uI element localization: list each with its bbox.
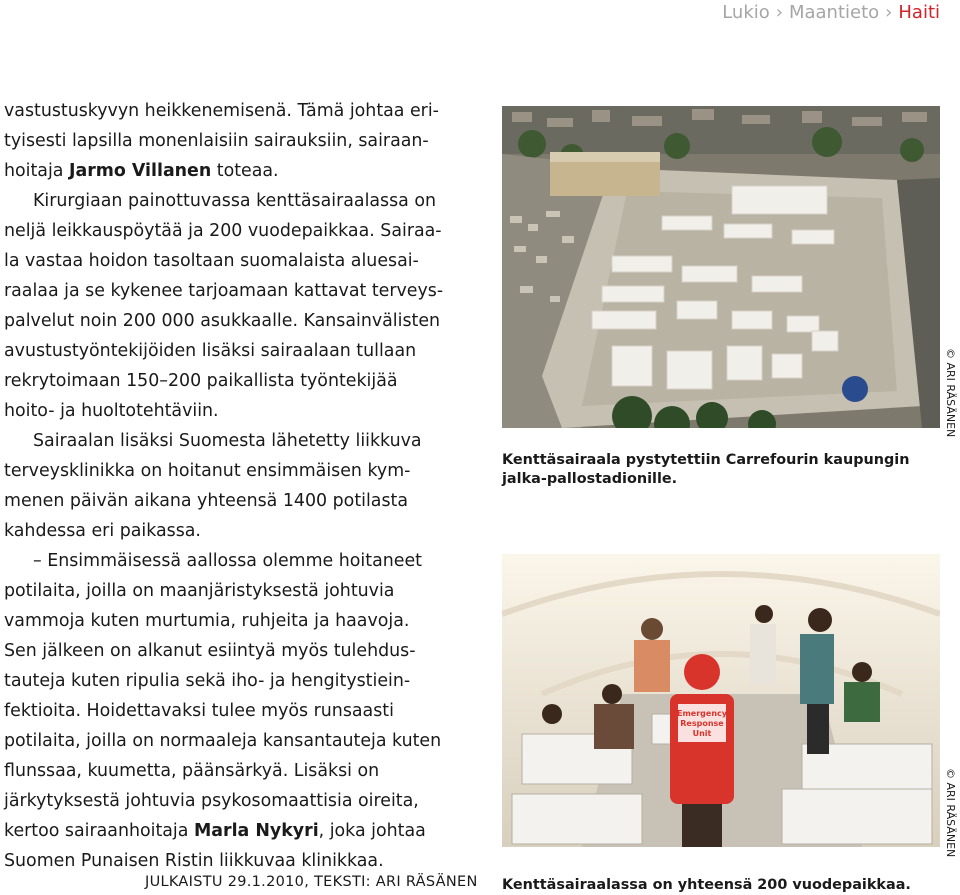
breadcrumb-link-maantieto[interactable]: Maantieto <box>788 2 880 23</box>
photo-caption: Kenttäsairaala pystytettiin Carrefourin kaupungin jalka-pallostadionille. <box>502 452 910 487</box>
breadcrumb-current: Haiti <box>898 2 940 23</box>
article-body <box>4 96 444 876</box>
paragraph-2: Kirurgiaan painottuvassa kenttäsairaalassa on neljä leikkauspöytää ja 200 vuodepaikkaa. Sairaa-la vastaa hoidon tasoltaan suomalaista aluesai-raalaa ja se kykenee tarjoamaan kattavat terveys-palvelut noin 200 000 asukkaalle. Kansainvälisten avustustyöntekijöiden lisäksi sairaalaan tullaan rekrytoimaan 150–200 paikallista työntekijää hoito- ja huoltotehtäviin. <box>4 191 444 421</box>
photo-caption: Kenttäsairaalassa on yhteensä 200 vuodepaikkaa. <box>502 877 911 893</box>
person-name: Jarmo Villanen <box>69 161 212 181</box>
photo-tent-interior <box>502 554 940 847</box>
vest-text-line: Response <box>680 719 724 728</box>
breadcrumb-separator: › <box>885 2 893 23</box>
vest-text-line: Unit <box>692 729 712 738</box>
article-footer: JULKAISTU 29.1.2010, TEKSTI: ARI RÄSÄNEN <box>145 874 478 890</box>
paragraph-1: vastustuskyvyn heikkenemisenä. Tämä johtaa eri-tyisesti lapsilla monenlaisiin sairauksiin, sairaan-hoitaja Jarmo Villanen toteaa. <box>4 101 439 181</box>
breadcrumb-separator: › <box>775 2 783 23</box>
person-name: Marla Nykyri <box>193 821 319 841</box>
breadcrumb-link-lukio[interactable]: Lukio <box>722 2 770 23</box>
vest-text-line: Emergency <box>677 709 727 718</box>
breadcrumb <box>722 2 940 23</box>
photo-field-hospital-aerial <box>502 106 940 428</box>
paragraph-4: – Ensimmäisessä aallossa olemme hoitaneet potilaita, joilla on maanjäristyksestä johtuvia vammoja kuten murtumia, ruhjeita ja haavoja. Sen jälkeen on alkanut esiintyä myös tulehdus-tauteja kuten ripulia sekä iho- ja hengitystiein-fektioita. Hoidettavaksi tulee myös runsaasti potilaita, joilla on normaaleja kansantauteja kuten flunssaa, kuumetta, päänsärkyä. Lisäksi on järkytyksestä johtuvia psykosomaattisia oireita, kertoo sairaanhoitaja Marla Nykyri, joka johtaa Suomen Punaisen Ristin liikkuvaa klinikkaa. <box>4 551 442 871</box>
paragraph-3: Sairaalan lisäksi Suomesta lähetetty liikkuva terveysklinikka on hoitanut ensimmäisen kym-menen päivän aikana yhteensä 1400 potilasta kahdessa eri paikassa. <box>4 431 422 541</box>
